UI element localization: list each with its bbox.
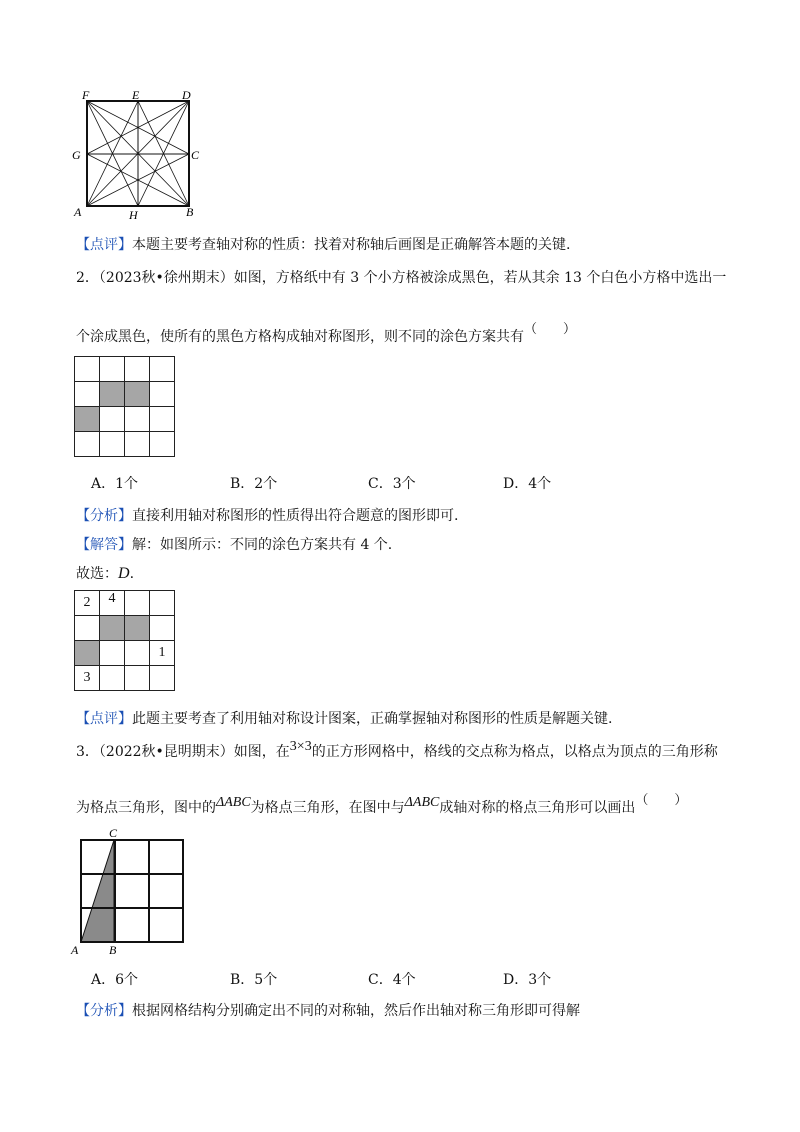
q2-option-c: C．3个: [368, 476, 416, 492]
q3-line2-a: 为格点三角形，图中的: [76, 800, 216, 816]
q2-option-a: A．1个: [91, 476, 139, 492]
label-A: A: [71, 943, 79, 956]
grid-number: 1: [158, 645, 166, 660]
q3-analysis: [76, 1000, 580, 1020]
analysis-tag: 【分析】: [76, 508, 132, 524]
analysis-tag: 【分析】: [76, 1003, 132, 1019]
analysis-text: 根据网格结构分别确定出不同的对称轴，然后作出轴对称三角形即可得解: [132, 1003, 580, 1019]
q3-option-a: A．6个: [91, 972, 139, 988]
q2-option-b: B．2个: [230, 476, 278, 492]
q2-line1: 2．（2023秋•徐州期末）如图，方格纸中有 3 个小方格被涂成黑色，若从其余 13 个白色小方格中选出一: [76, 270, 727, 286]
q3-option-d: D．3个: [503, 972, 552, 988]
q3-line1-a: 3．（2022秋•昆明期末）如图，在: [76, 744, 290, 760]
triangle-abc: [81, 840, 114, 942]
comment-text: 此题主要考查了利用轴对称设计图案，正确掌握轴对称图形的性质是解题关键.: [132, 711, 613, 727]
q3-option-c: C．4个: [368, 972, 416, 988]
label-B: B: [186, 205, 194, 219]
label-G: G: [72, 148, 81, 162]
analysis-text: 直接利用轴对称图形的性质得出符合题意的图形即可.: [132, 508, 459, 524]
label-C: C: [109, 826, 118, 840]
q3-option-b: B．5个: [230, 972, 278, 988]
q2-option-d: D．4个: [503, 476, 552, 492]
comment-tag: 【点评】: [76, 711, 132, 727]
q3-line2: [76, 793, 688, 817]
q3-line1: [76, 741, 718, 761]
q3-line2-b: 为格点三角形，在图中与: [250, 800, 405, 816]
q1-comment: [76, 234, 570, 254]
choose-letter: D: [118, 565, 130, 582]
q2-line2: [76, 322, 577, 346]
choose-suffix: .: [129, 566, 135, 582]
answer-paren: （ ）: [635, 793, 688, 808]
grid-size-math: 3×3: [289, 739, 312, 754]
answer-paren: （ ）: [524, 322, 577, 337]
grid-number: 2: [83, 595, 91, 610]
q2-answer: [76, 534, 392, 554]
grid-number: 4: [108, 591, 116, 606]
q2-solution-grid: [74, 590, 175, 691]
q2-analysis: [76, 505, 458, 525]
q3-line1-b: 的正方形网格中，格线的交点称为格点，以格点为顶点的三角形称: [311, 744, 718, 760]
label-H: H: [129, 208, 138, 222]
triangle-math: ΔABC: [216, 795, 251, 810]
label-A: A: [74, 205, 82, 219]
figure-grid-triangle: [66, 826, 191, 956]
label-F: F: [82, 88, 90, 102]
answer-tag: 【解答】: [76, 537, 132, 553]
q2-comment: [76, 708, 612, 728]
choose-prefix: 故选：: [76, 566, 118, 582]
label-E: E: [132, 88, 140, 102]
answer-text: 解：如图所示：不同的涂色方案共有 4 个.: [132, 537, 393, 553]
q3-line2-c: 成轴对称的格点三角形可以画出: [439, 800, 636, 816]
label-B: B: [109, 943, 117, 956]
q2-line2-text: 个涂成黑色，使所有的黑色方格构成轴对称图形，则不同的涂色方案共有: [76, 329, 524, 345]
comment-tag: 【点评】: [76, 237, 132, 253]
label-D: D: [182, 88, 191, 102]
figure-square-star: [60, 88, 210, 223]
q2-question-grid: [74, 356, 175, 457]
triangle-math: ΔABC: [404, 795, 440, 810]
label-C: C: [191, 148, 200, 162]
grid-number: 3: [83, 670, 91, 685]
q2-choose: [76, 563, 134, 583]
comment-text: 本题主要考查轴对称的性质：找着对称轴后画图是正确解答本题的关键.: [132, 237, 571, 253]
